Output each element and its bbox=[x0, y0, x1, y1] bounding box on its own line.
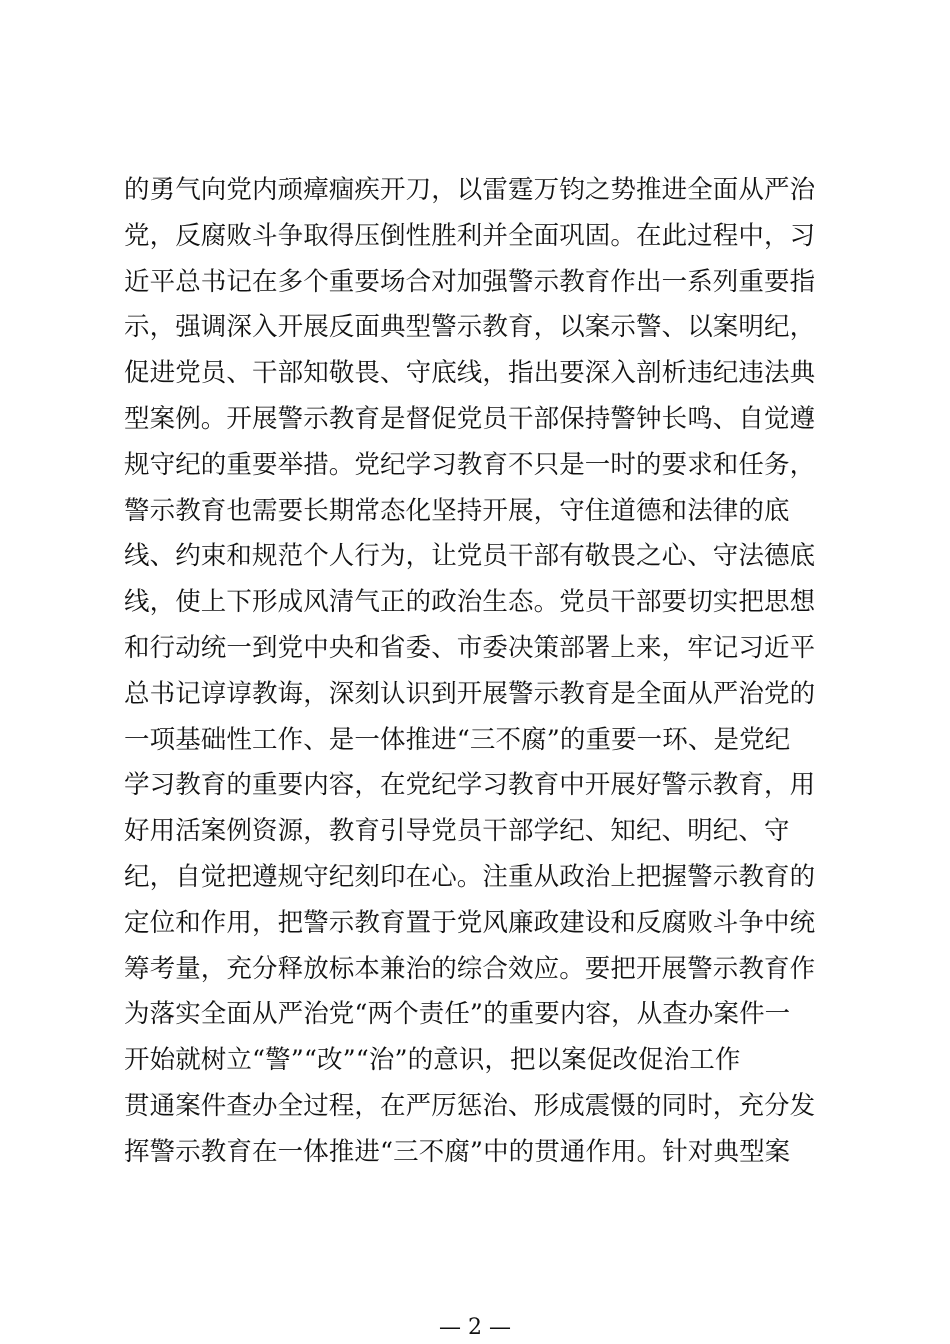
text-line: 纪，自觉把遵规守纪刻印在心。注重从政治上把握警示教育的 bbox=[124, 861, 816, 892]
text-line: 好用活案例资源，教育引导党员干部学纪、知纪、明纪、守 bbox=[124, 816, 790, 847]
text-line: 开始就树立“警”“改”“治”的意识，把以案促改促治工作 bbox=[124, 1045, 741, 1076]
text-line: 总书记谆谆教诲，深刻认识到开展警示教育是全面从严治党的 bbox=[124, 678, 816, 709]
page-number: — 2 — bbox=[439, 1315, 511, 1340]
text-line: 促进党员、干部知敬畏、守底线，指出要深入剖析违纪违法典 bbox=[124, 358, 816, 389]
text-line: 和行动统一到党中央和省委、市委决策部署上来，牢记习近平 bbox=[124, 632, 816, 663]
text-line: 线、约束和规范个人行为，让党员干部有敬畏之心、守法德底 bbox=[124, 541, 816, 572]
text-line: 贯通案件查办全过程，在严厉惩治、形成震慑的同时，充分发 bbox=[124, 1090, 816, 1121]
text-line: 线，使上下形成风清气正的政治生态。党员干部要切实把思想 bbox=[124, 587, 816, 618]
text-line: 一项基础性工作、是一体推进“三不腐”的重要一环、是党纪 bbox=[124, 724, 791, 755]
text-line: 筹考量，充分释放标本兼治的综合效应。要把开展警示教育作 bbox=[124, 953, 816, 984]
text-line: 示，强调深入开展反面典型警示教育，以案示警、以案明纪， bbox=[124, 312, 816, 343]
text-line: 为落实全面从严治党“两个责任”的重要内容，从查办案件一 bbox=[124, 999, 791, 1030]
text-line: 党，反腐败斗争取得压倒性胜利并全面巩固。在此过程中，习 bbox=[124, 220, 816, 251]
body-text bbox=[124, 168, 829, 1176]
text-line: 挥警示教育在一体推进“三不腐”中的贯通作用。针对典型案 bbox=[124, 1136, 791, 1167]
text-line: 型案例。开展警示教育是督促党员干部保持警钟长鸣、自觉遵 bbox=[124, 403, 816, 434]
text-line: 警示教育也需要长期常态化坚持开展，守住道德和法律的底 bbox=[124, 495, 790, 526]
text-line: 近平总书记在多个重要场合对加强警示教育作出一系列重要指 bbox=[124, 266, 816, 297]
text-line: 的勇气向党内顽瘴痼疾开刀，以雷霆万钧之势推进全面从严治 bbox=[124, 175, 816, 205]
text-line: 学习教育的重要内容，在党纪学习教育中开展好警示教育，用 bbox=[124, 770, 816, 801]
text-line: 定位和作用，把警示教育置于党风廉政建设和反腐败斗争中统 bbox=[124, 907, 816, 938]
text-line: 规守纪的重要举措。党纪学习教育不只是一时的要求和任务， bbox=[124, 449, 816, 480]
